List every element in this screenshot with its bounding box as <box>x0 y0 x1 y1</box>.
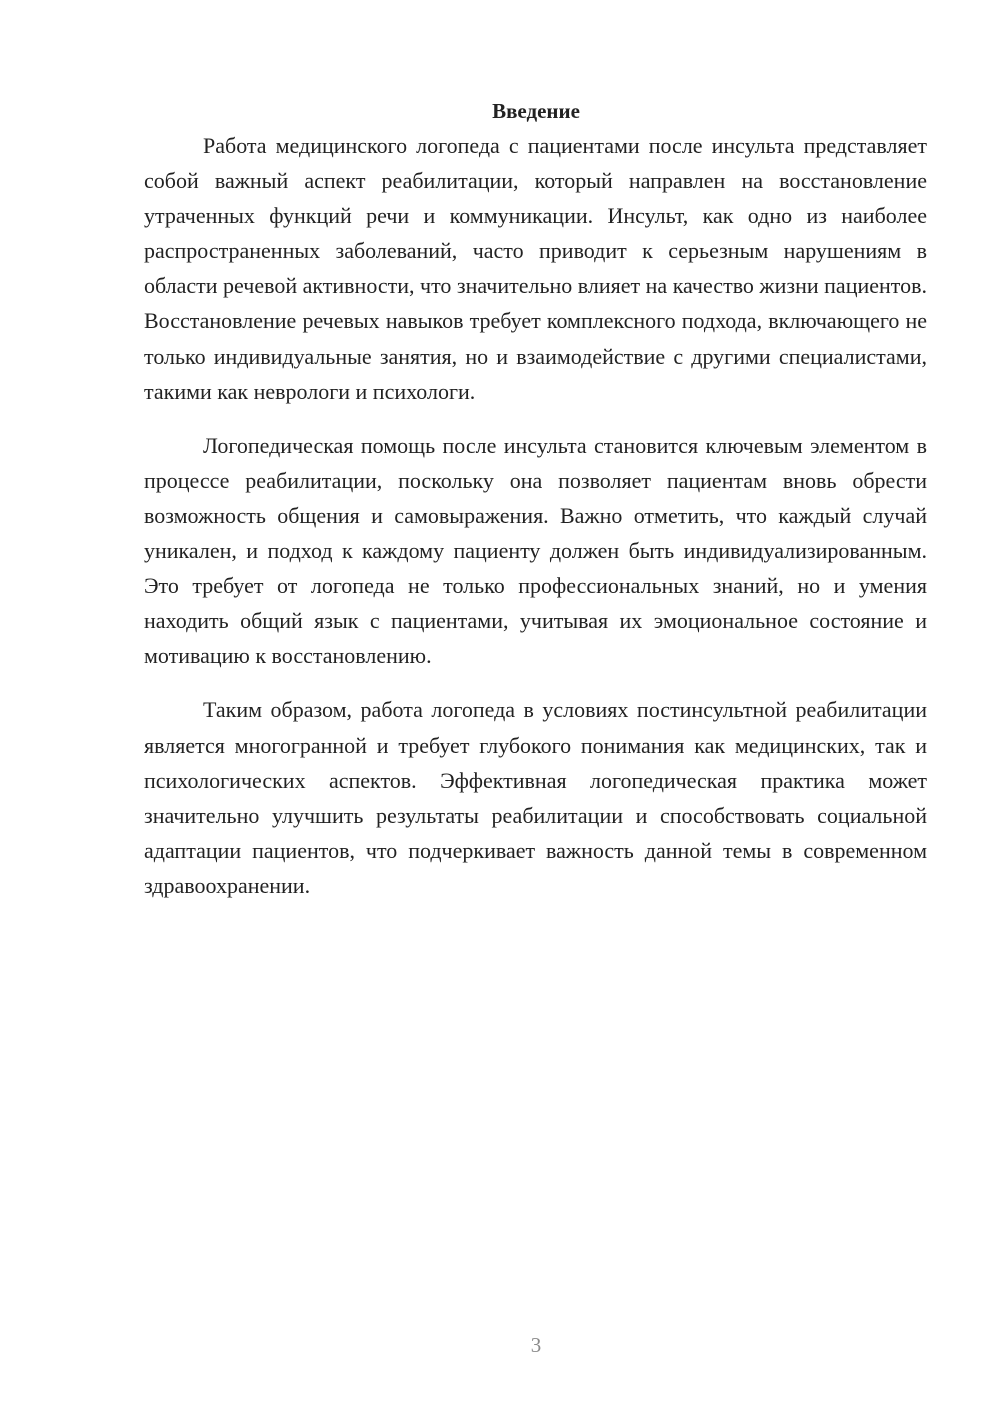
paragraph: Таким образом, работа логопеда в условиях постинсультной реабилитации является многогранной и требует глубокого понимания как медицинских, так и психологических аспектов. Эффективная логопедическая практика может значительно улучшить результаты реабилитации и способствовать социальной адаптации пациентов, что подчеркивает важность данной темы в современном здравоохранении. <box>144 697 927 898</box>
paragraph: Логопедическая помощь после инсульта становится ключевым элементом в процессе реабилитации, поскольку она позволяет пациентам вновь обрести возможность общения и самовыражения. Важно отметить, что каждый случай уникален, и подход к каждому пациенту должен быть индивидуализированным. Это требует от логопеда не только профессиональных знаний, но и умения находить общий язык с пациентами, учитывая их эмоциональное состояние и мотивацию к восстановлению. <box>144 432 927 669</box>
section-heading: Введение <box>492 99 580 123</box>
paragraph: Работа медицинского логопеда с пациентами после инсульта представляет собой важный аспект реабилитации, который направлен на восстановление утраченных функций речи и коммуникации. Инсульт, как одно из наиболее распространенных заболеваний, часто приводит к серьезным нарушениям в области речевой активности, что значительно влияет на качество жизни пациентов. Восстановление речевых навыков требует комплексного подхода, включающего не только индивидуальные занятия, но и взаимодействие с другими специалистами, такими как неврологи и психологи. <box>144 133 927 404</box>
page-content <box>144 95 927 922</box>
page-number: 3 <box>530 1333 542 1357</box>
